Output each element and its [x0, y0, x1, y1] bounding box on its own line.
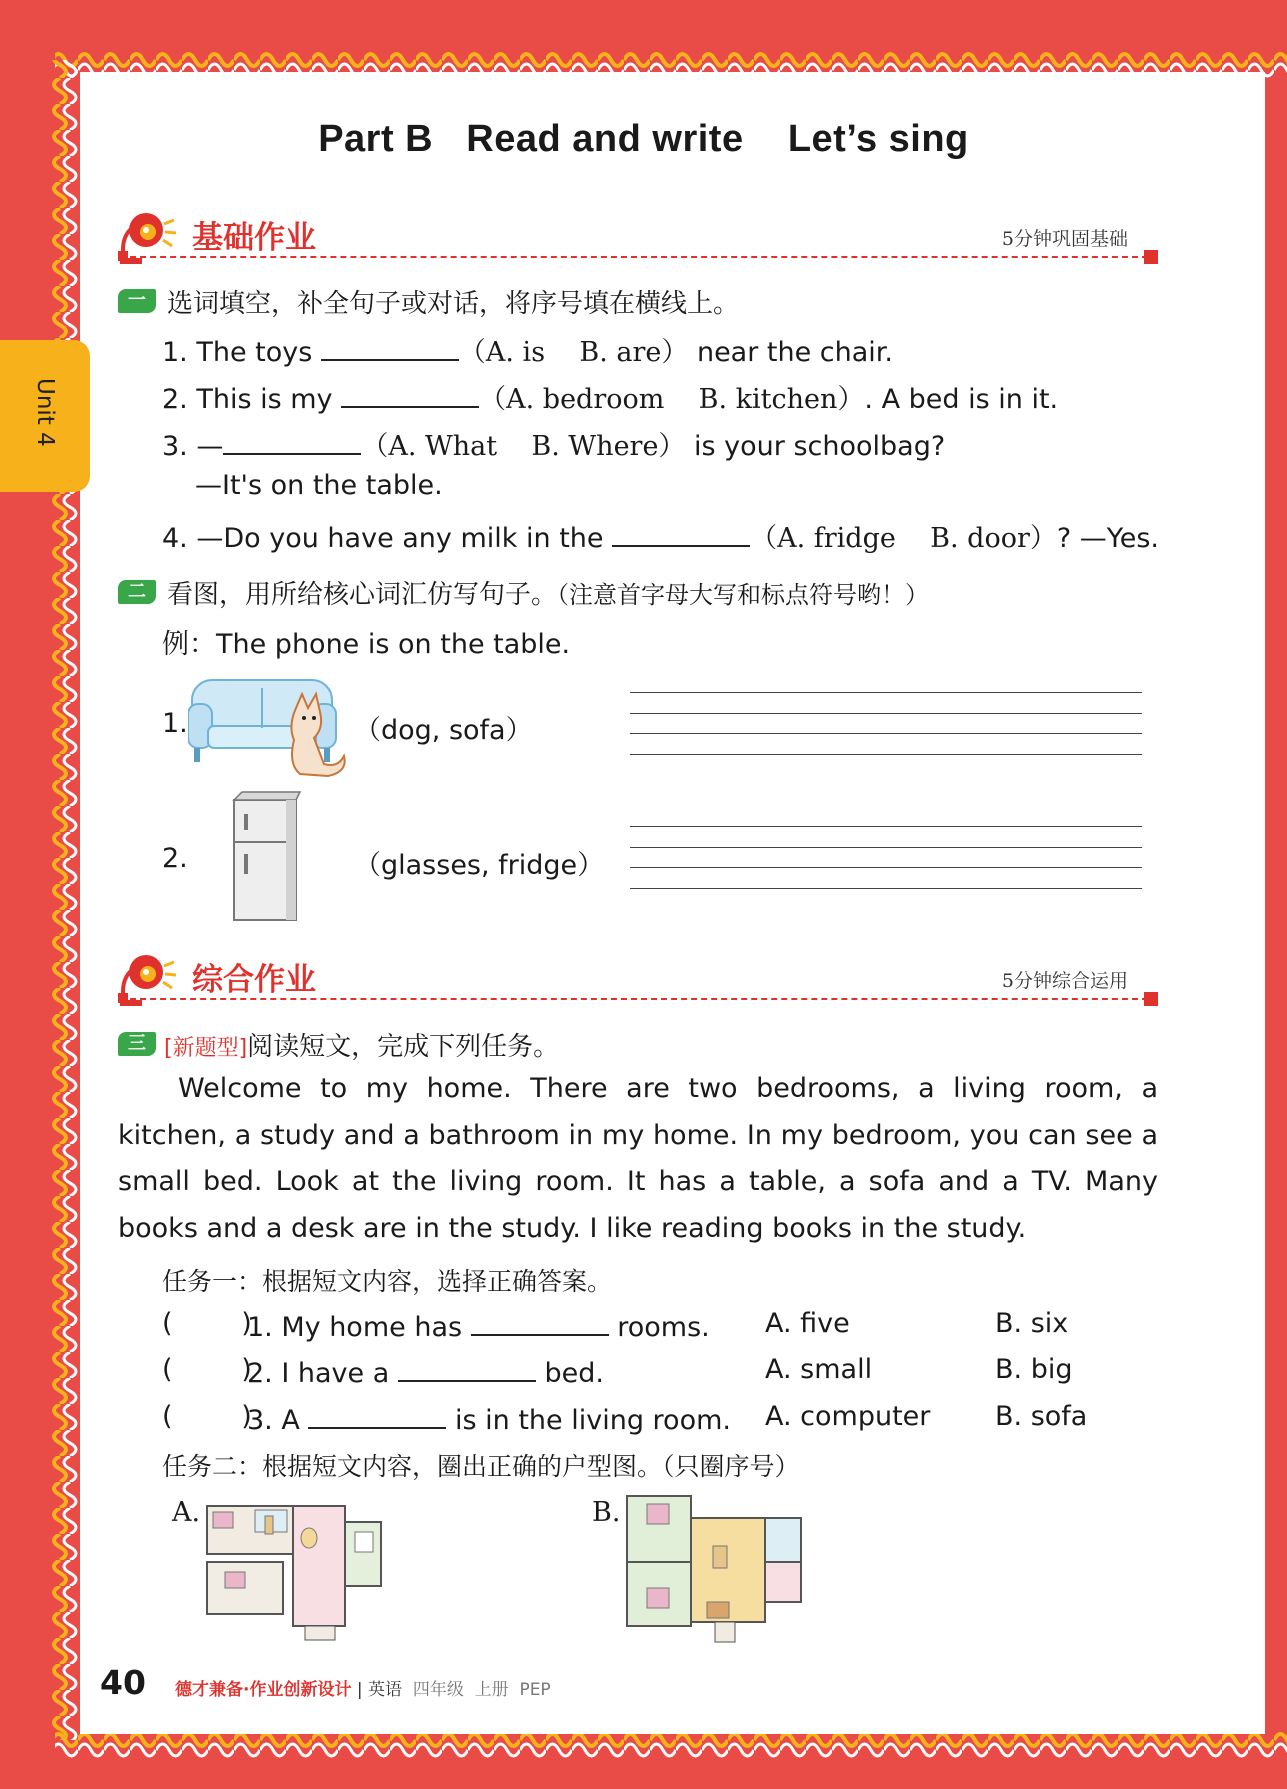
task1-q3-blank[interactable] — [308, 1401, 446, 1429]
part3-instruction: [新题型]阅读短文，完成下列任务。 — [164, 1032, 560, 1062]
task1-q3-option-a[interactable]: A. computer — [765, 1401, 931, 1432]
writing-line[interactable] — [630, 888, 1142, 889]
section-comprehensive-note: 5分钟综合运用 — [1001, 970, 1128, 992]
task1-q2-option-b[interactable]: B. big — [995, 1354, 1073, 1385]
writing-line[interactable] — [630, 713, 1142, 714]
part1-instruction: 选词填空，补全句子或对话，将序号填在横线上。 — [167, 289, 740, 319]
writing-line[interactable] — [630, 847, 1142, 848]
divider-start-mark — [118, 993, 128, 1003]
part2-instruction: 看图，用所给核心词汇仿写句子。（注意首字母大写和标点符号哟！） — [167, 580, 930, 610]
footer-series: 德才兼备·作业创新设计 | 英语 四年级 上册 PEP — [175, 1680, 551, 1700]
writing-line[interactable] — [630, 754, 1142, 755]
section-divider — [120, 998, 1158, 1000]
writing-line[interactable] — [630, 826, 1142, 827]
task1-q1-blank[interactable] — [471, 1308, 609, 1336]
section-basic-title: 基础作业 — [192, 220, 316, 256]
section-divider — [120, 256, 1158, 258]
question-3-answer: —It's on the table. — [195, 470, 443, 501]
question-2: 2. This is my （A. bedroom B. kitchen）. A bed is in it. — [162, 377, 1058, 416]
page-number: 40 — [100, 1663, 146, 1702]
section-comprehensive-title: 综合作业 — [192, 962, 316, 998]
task1-q1-paren[interactable]: ( ) — [162, 1308, 252, 1339]
section-comprehensive-header — [118, 950, 1158, 1020]
fridge-illustration — [228, 790, 304, 924]
task1-q3-option-b[interactable]: B. sofa — [995, 1401, 1088, 1432]
part2-badge: 二 — [118, 580, 156, 604]
page-title: Part B Read and write Let’s sing — [318, 118, 969, 160]
task1-q2-option-a[interactable]: A. small — [765, 1354, 873, 1385]
floor-plan-a-label[interactable]: A. — [172, 1497, 201, 1528]
task1-q1-option-a[interactable]: A. five — [765, 1308, 850, 1339]
task1-label: 任务一：根据短文内容，选择正确答案。 — [162, 1267, 613, 1296]
sentence-2-number: 2. — [162, 843, 188, 874]
question-4: 4. —Do you have any milk in the （A. fridge B. door）? —Yes. — [162, 516, 1159, 555]
task1-q3-stem: 3. A is in the living room. — [247, 1401, 731, 1436]
part1-badge: 一 — [118, 289, 156, 313]
unit-tab — [0, 340, 90, 492]
task2-label: 任务二：根据短文内容，圈出正确的户型图。（只圈序号） — [162, 1452, 800, 1481]
writing-line[interactable] — [630, 692, 1142, 693]
task1-q1-option-b[interactable]: B. six — [995, 1308, 1069, 1339]
divider-start-mark — [118, 251, 128, 261]
section-basic-note: 5分钟巩固基础 — [1001, 228, 1128, 250]
answer-blank-4[interactable] — [612, 519, 750, 547]
sentence-2-words: （glasses, fridge） — [354, 850, 605, 881]
floor-plan-a-illustration[interactable] — [205, 1502, 385, 1642]
answer-blank-3[interactable] — [223, 427, 361, 455]
sentence-1-number: 1. — [162, 708, 188, 739]
part2-example: 例：The phone is on the table. — [162, 629, 571, 660]
floor-plan-b-illustration[interactable] — [625, 1492, 805, 1644]
divider-end-mark — [1144, 992, 1158, 1006]
floor-plan-b-label[interactable]: B. — [592, 1497, 621, 1528]
task1-q2-blank[interactable] — [398, 1354, 536, 1382]
question-1: 1. The toys （A. is B. are） near the chair. — [162, 330, 893, 369]
divider-end-mark — [1144, 250, 1158, 264]
task1-q2-paren[interactable]: ( ) — [162, 1354, 252, 1385]
sofa-and-dog-illustration — [188, 668, 350, 780]
reading-passage: Welcome to my home. There are two bedrooms, a living room, a kitchen, a study and a bathroom in my home. In my bedroom, you can see a small bed. Look at the living room. It has a table, a sofa and a TV. Many books and a desk are in the study. I like reading books in the study. — [118, 1073, 1158, 1244]
task1-q3-paren[interactable]: ( ) — [162, 1401, 252, 1432]
task1-q2-stem: 2. I have a bed. — [247, 1354, 604, 1389]
writing-line[interactable] — [630, 867, 1142, 868]
part3-badge: 三 — [118, 1032, 156, 1056]
writing-line[interactable] — [630, 733, 1142, 734]
section-basic-header — [118, 208, 1158, 278]
task1-q1-stem: 1. My home has rooms. — [247, 1308, 710, 1343]
question-3: 3. — （A. What B. Where） is your schoolbag? — [162, 424, 945, 463]
answer-blank-2[interactable] — [341, 380, 479, 408]
unit-tab-label: Unit 4 — [32, 378, 58, 447]
sentence-1-words: （dog, sofa） — [354, 715, 533, 746]
answer-blank-1[interactable] — [321, 333, 459, 361]
